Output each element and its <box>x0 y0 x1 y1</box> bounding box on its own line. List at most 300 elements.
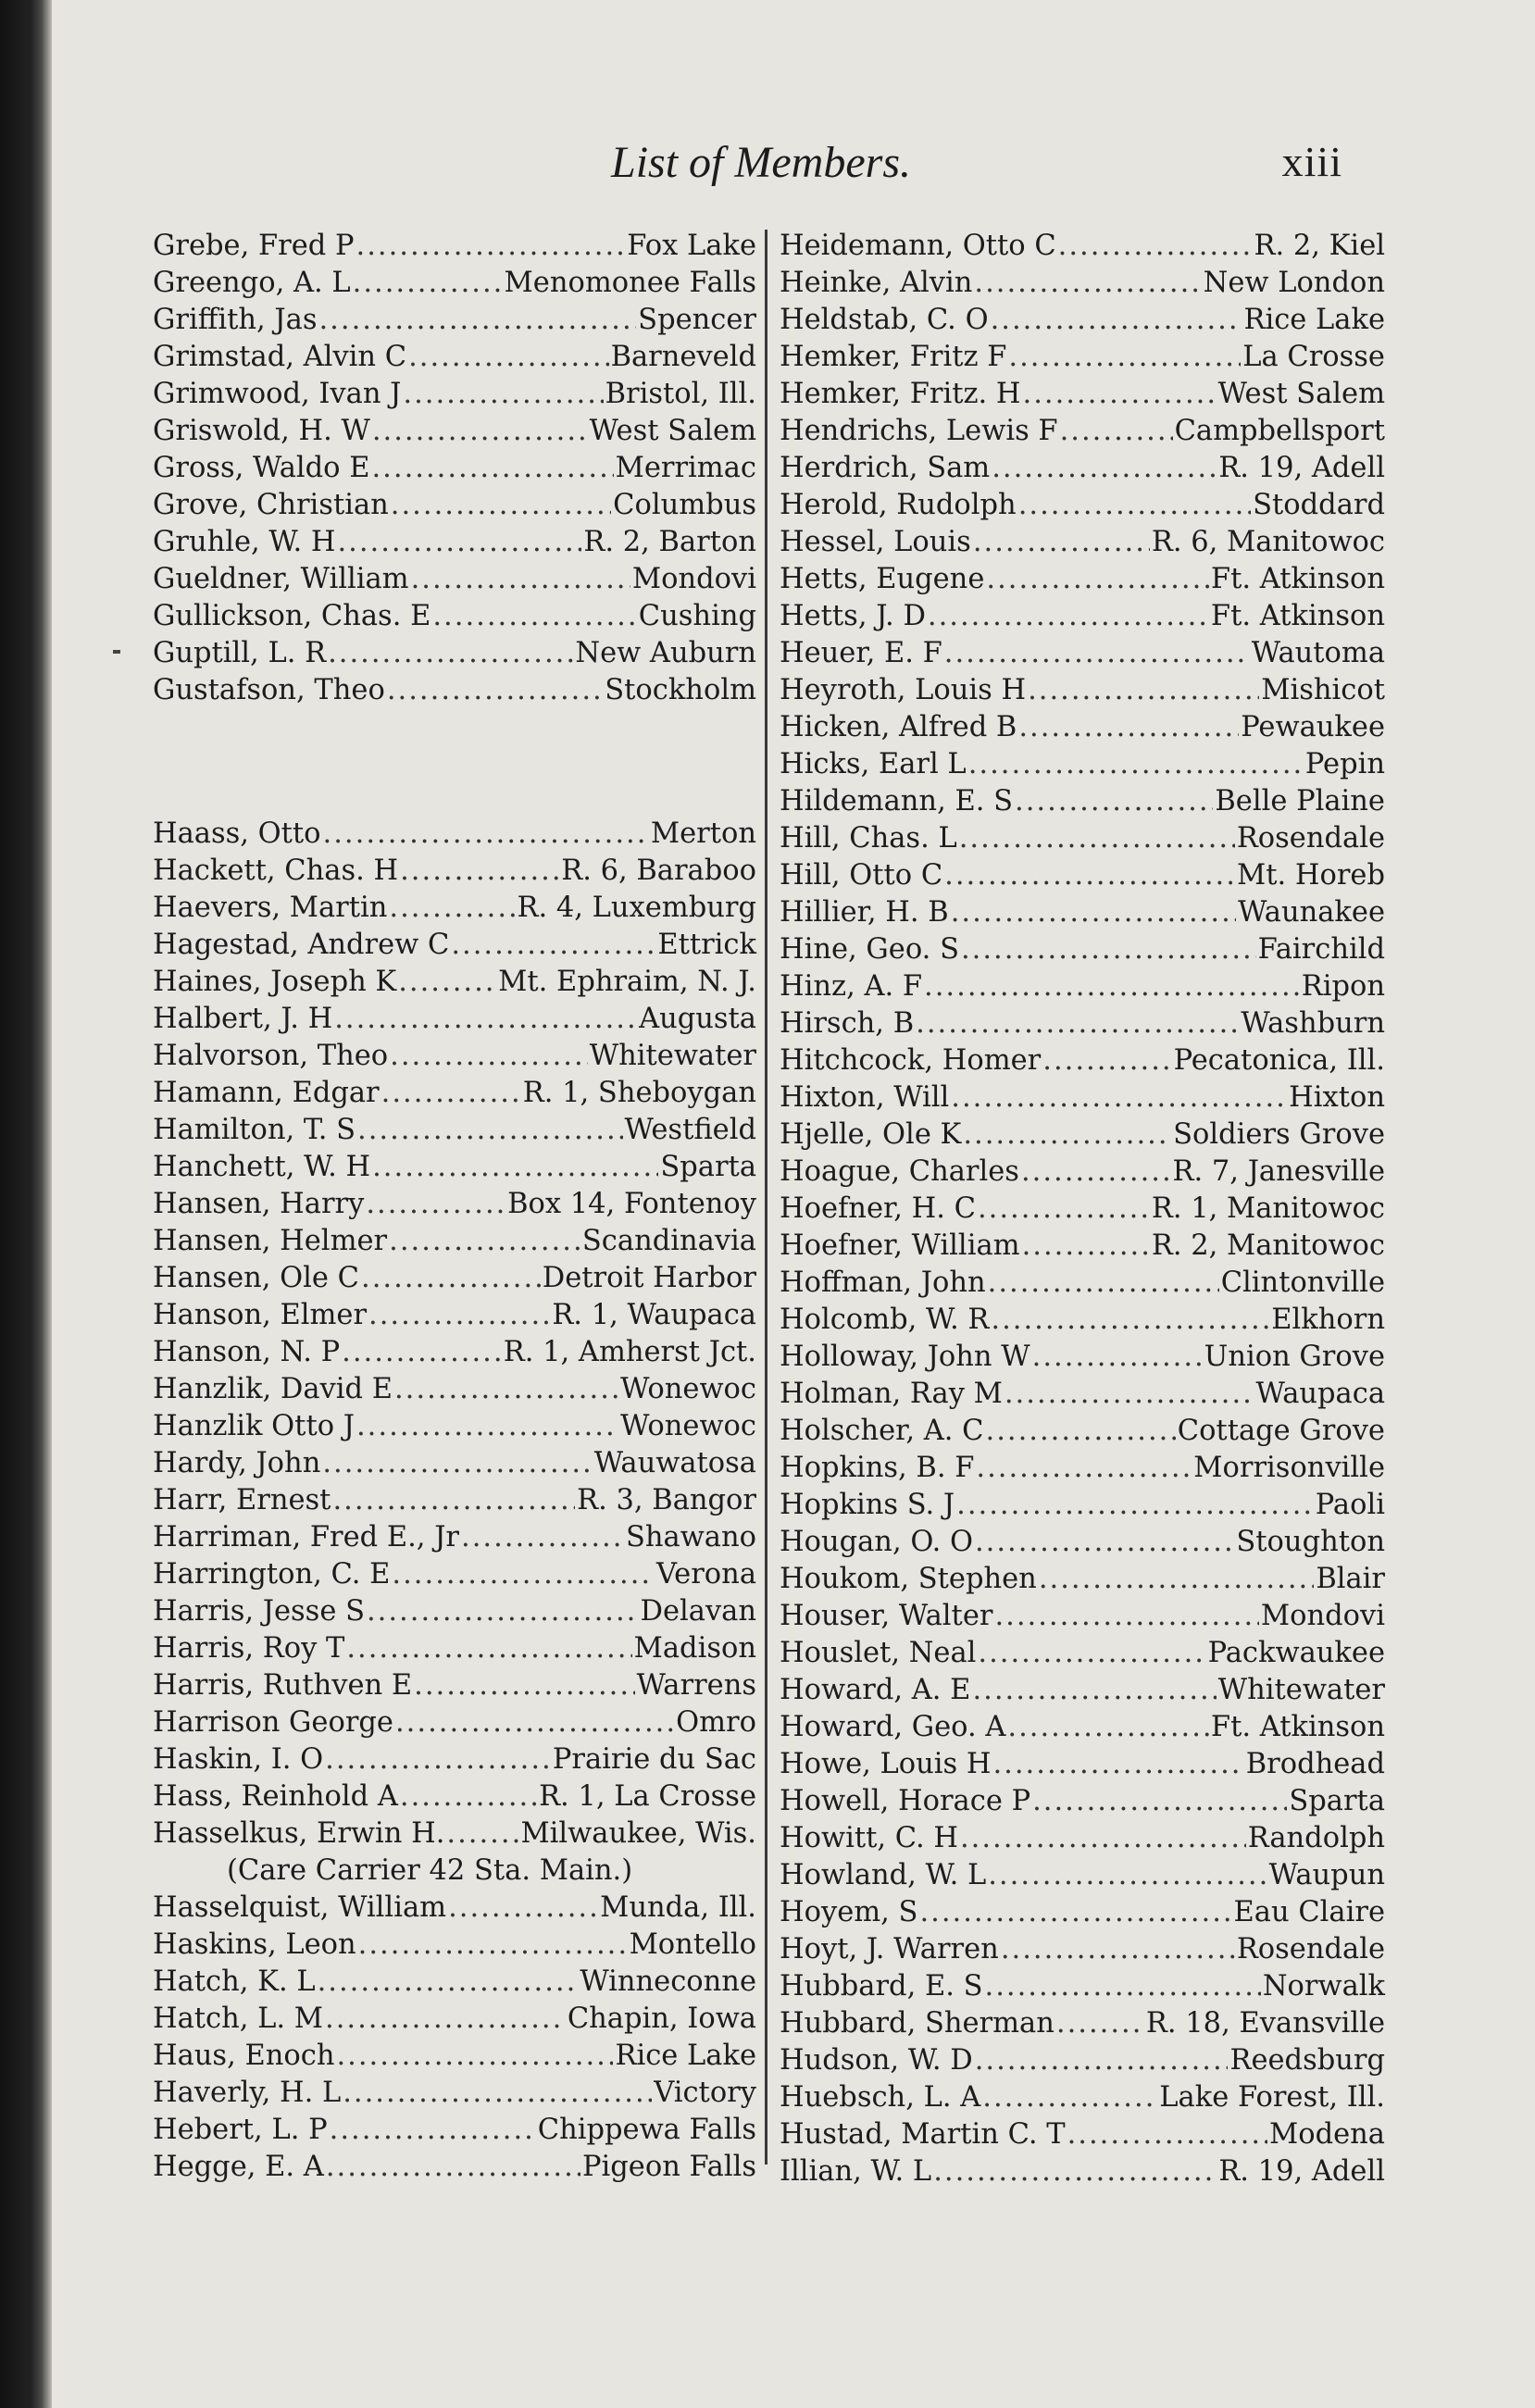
member-location: Stoughton <box>1236 1526 1385 1558</box>
member-location: Morrisonville <box>1193 1452 1385 1484</box>
member-name: Haevers, Martin <box>153 892 388 924</box>
dot-leader <box>395 1704 674 1741</box>
dot-leader <box>1032 1339 1203 1376</box>
member-location: Cushing <box>638 600 756 632</box>
member-entry <box>780 1302 1385 1339</box>
member-name: Hoague, Charles <box>780 1155 1019 1188</box>
dot-leader <box>343 2075 652 2112</box>
member-location: R. 2, Kiel <box>1254 230 1385 262</box>
dot-leader <box>361 1260 541 1297</box>
member-entry <box>780 857 1385 894</box>
member-name: Hetts, Eugene <box>780 563 985 595</box>
member-location: Waupun <box>1268 1859 1385 1891</box>
member-name: Haass, Otto <box>153 817 321 850</box>
member-name: Huebsch, L. A <box>780 2081 981 2114</box>
member-name: Haines, Joseph K <box>153 966 397 998</box>
dot-leader <box>1028 672 1259 709</box>
dot-leader <box>1018 487 1251 524</box>
member-location: R. 6, Baraboo <box>561 855 756 887</box>
member-name: Hicken, Alfred B <box>780 711 1017 743</box>
member-entry <box>780 1117 1385 1154</box>
member-entry <box>780 1857 1385 1894</box>
member-name: Hoyem, S <box>780 1896 918 1928</box>
member-entry <box>153 853 756 890</box>
member-location: Victory <box>654 2077 756 2109</box>
dot-leader <box>963 1117 1171 1154</box>
member-location: La Crosse <box>1242 341 1385 373</box>
member-location: West Salem <box>1217 378 1385 410</box>
member-name: Hagestad, Andrew C <box>153 929 450 961</box>
member-name: Gross, Waldo E <box>153 452 370 484</box>
member-name: Grove, Christian <box>153 489 389 521</box>
member-location: Fairchild <box>1257 933 1385 966</box>
member-entry <box>153 1815 756 1853</box>
member-name: Holman, Ray M <box>780 1378 1003 1410</box>
dot-leader <box>985 1968 1261 2005</box>
member-entry <box>153 1519 756 1556</box>
member-location: Blair <box>1316 1563 1385 1595</box>
member-entry <box>153 2001 756 2038</box>
member-location: Union Grove <box>1204 1341 1385 1373</box>
column-divider <box>765 230 768 2165</box>
dot-leader <box>323 816 649 853</box>
member-name: Hustad, Martin C. T <box>780 2118 1066 2151</box>
member-location: Hixton <box>1289 1081 1385 1114</box>
member-name: Hopkins, B. F <box>780 1452 975 1484</box>
member-name: Howitt, C. H <box>780 1822 958 1854</box>
member-name: Halbert, J. H <box>153 1003 333 1035</box>
dot-leader <box>1005 1376 1254 1413</box>
dot-leader <box>1060 413 1173 450</box>
member-entry <box>780 1931 1385 1968</box>
member-entry <box>153 450 756 487</box>
member-entry <box>153 376 756 413</box>
dot-leader <box>446 1815 518 1853</box>
dot-leader <box>390 1038 588 1075</box>
dot-leader <box>951 894 1236 931</box>
member-name: Howe, Louis H <box>780 1748 992 1780</box>
member-name: Harris, Jesse S <box>153 1595 365 1628</box>
dot-leader <box>976 1450 1192 1487</box>
dot-leader <box>353 265 503 302</box>
member-entry <box>780 1635 1385 1672</box>
member-name: Hasselkus, Erwin H. <box>153 1817 445 1850</box>
dot-leader <box>973 524 1150 561</box>
member-location: Waunakee <box>1238 896 1385 929</box>
member-name: Hansen, Helmer <box>153 1225 388 1257</box>
member-location: R. 19, Adell <box>1218 2155 1385 2188</box>
dot-leader <box>451 927 655 964</box>
member-entry <box>153 1075 756 1112</box>
member-name: Harris, Ruthven E <box>153 1669 413 1702</box>
page-binding-edge <box>0 0 52 2408</box>
member-name: Harrison George <box>153 1706 393 1739</box>
member-name: Hessel, Louis <box>780 526 971 558</box>
member-location: Ft. Atkinson <box>1210 600 1385 632</box>
member-name: Hanzlik, David E <box>153 1373 393 1405</box>
member-location: Merrimac <box>615 452 756 484</box>
member-entry <box>780 709 1385 746</box>
member-name: Herdrich, Sam <box>780 452 991 484</box>
member-name: Howell, Horace P <box>780 1785 1031 1817</box>
member-entry <box>153 964 756 1001</box>
member-location: Augusta <box>639 1003 756 1035</box>
member-location: R. 1, Manitowoc <box>1151 1192 1385 1225</box>
member-entry <box>153 1001 756 1038</box>
member-entry <box>153 2038 756 2075</box>
member-name: Heyroth, Louis H <box>780 674 1027 706</box>
member-name: Hanzlik Otto J <box>153 1410 355 1442</box>
member-entry <box>780 1228 1385 1265</box>
dot-leader <box>389 1223 580 1260</box>
member-name: Hamilton, T. S <box>153 1114 356 1146</box>
member-location: Sparta <box>1289 1785 1385 1817</box>
member-entry <box>780 1191 1385 1228</box>
member-entry <box>780 746 1385 783</box>
dot-leader <box>972 1672 1216 1709</box>
member-entry <box>780 524 1385 561</box>
member-entry <box>780 1413 1385 1450</box>
member-entry <box>780 2116 1385 2153</box>
member-name: Hatch, K. L <box>153 1965 316 1998</box>
member-address-note: (Care Carrier 42 Sta. Main.) <box>227 1854 633 1887</box>
dot-leader <box>960 1820 1246 1857</box>
member-name: Hinz, A. F <box>780 970 923 1003</box>
member-entry <box>153 1112 756 1149</box>
member-entry <box>780 1005 1385 1042</box>
member-entry <box>780 2005 1385 2042</box>
member-entry <box>780 1339 1385 1376</box>
member-entry <box>153 1297 756 1334</box>
member-name: Hasselquist, William <box>153 1891 447 1924</box>
member-entry <box>153 1408 756 1445</box>
member-entry <box>780 820 1385 857</box>
member-location: Stoddard <box>1253 489 1385 521</box>
member-location: R. 7, Janesville <box>1172 1155 1385 1188</box>
member-name: Hemker, Fritz. H <box>780 378 1021 410</box>
dot-leader <box>448 1890 598 1927</box>
member-name: Holcomb, W. R <box>780 1304 990 1336</box>
member-name: Harrington, C. E <box>153 1558 391 1591</box>
member-name: Houkom, Stephen <box>780 1563 1037 1595</box>
member-location: Norwalk <box>1262 1970 1385 2003</box>
member-entry <box>153 635 756 672</box>
member-entry <box>780 2079 1385 2116</box>
member-location: Whitewater <box>589 1040 756 1072</box>
member-entry <box>153 339 756 376</box>
dot-leader <box>944 635 1250 672</box>
dot-leader <box>1042 1042 1171 1079</box>
member-entry <box>780 1968 1385 2005</box>
member-name: Grebe, Fred P <box>153 230 355 262</box>
dot-leader <box>318 302 636 339</box>
member-name: Hebert, L. P <box>153 2114 328 2146</box>
member-entry <box>153 816 756 853</box>
member-location: Lake Forest, Ill. <box>1159 2081 1385 2114</box>
member-entry <box>153 1482 756 1519</box>
member-name: Hubbard, Sherman <box>780 2007 1055 2040</box>
member-entry <box>780 450 1385 487</box>
dot-leader <box>346 1630 631 1667</box>
dot-leader <box>974 265 1201 302</box>
member-location: Box 14, Fontenoy <box>507 1188 756 1220</box>
member-entry <box>780 1783 1385 1820</box>
member-entry <box>153 1556 756 1593</box>
member-name: Hetts, J. D <box>780 600 926 632</box>
member-name: Harr, Ernest <box>153 1484 331 1516</box>
dot-leader <box>951 1079 1287 1117</box>
member-name: Haverly, H. L <box>153 2077 342 2109</box>
member-location: Bristol, Ill. <box>605 378 756 410</box>
stray-mark <box>113 650 120 654</box>
member-location: R. 19, Adell <box>1218 452 1385 484</box>
dot-leader <box>924 968 1300 1005</box>
dot-leader <box>366 1186 505 1223</box>
dot-leader <box>988 1265 1219 1302</box>
dot-leader <box>944 857 1235 894</box>
member-location: Barneveld <box>610 341 756 373</box>
member-name: Hopkins S. J <box>780 1489 955 1521</box>
dot-leader <box>400 1778 537 1815</box>
member-name: Griffith, Jas <box>153 304 318 336</box>
dot-leader <box>991 1302 1269 1339</box>
dot-leader <box>368 1297 550 1334</box>
member-entry <box>780 968 1385 1005</box>
member-entry <box>153 561 756 598</box>
member-entry <box>153 1149 756 1186</box>
member-entry <box>780 1524 1385 1561</box>
member-entry <box>780 1042 1385 1079</box>
member-name: Hanson, N. P <box>153 1336 341 1368</box>
member-name: Hamann, Edgar <box>153 1077 380 1109</box>
member-name: Hill, Chas. L <box>780 822 957 855</box>
member-location: Pepin <box>1304 748 1385 780</box>
dot-leader <box>403 376 603 413</box>
member-entry <box>153 265 756 302</box>
member-location: Warrens <box>636 1669 756 1702</box>
member-location: Ft. Atkinson <box>1210 563 1385 595</box>
member-name: Hoefner, H. C <box>780 1192 976 1225</box>
member-location: Shawano <box>625 1521 756 1553</box>
member-entry <box>153 598 756 635</box>
member-location: Spencer <box>638 304 756 336</box>
member-name: Hill, Otto C <box>780 859 943 892</box>
member-name: Hirsch, B <box>780 1007 915 1040</box>
dot-leader <box>956 1487 1314 1524</box>
member-name: Hanson, Elmer <box>153 1299 368 1331</box>
member-entry <box>780 672 1385 709</box>
member-entry <box>153 927 756 964</box>
member-name: Harriman, Fred E., Jr <box>153 1521 460 1553</box>
member-entry <box>153 1186 756 1223</box>
dot-leader <box>928 598 1209 635</box>
member-location: Randolph <box>1247 1822 1385 1854</box>
member-location: Detroit Harbor <box>542 1262 756 1294</box>
member-location: Wautoma <box>1251 637 1385 669</box>
page-number: xiii <box>1281 138 1342 185</box>
member-entry <box>153 1667 756 1704</box>
dot-leader <box>959 820 1235 857</box>
member-name: Holloway, John W <box>780 1341 1030 1373</box>
member-entry <box>780 339 1385 376</box>
member-group-h-right <box>780 228 1385 2190</box>
dot-leader <box>414 1667 634 1704</box>
member-location: Waupaca <box>1255 1378 1385 1410</box>
member-entry <box>153 1038 756 1075</box>
dot-leader <box>978 1635 1205 1672</box>
dot-leader <box>411 561 630 598</box>
member-location: Washburn <box>1241 1007 1385 1040</box>
member-entry <box>153 1964 756 2001</box>
dot-leader <box>1001 1931 1235 1968</box>
dot-leader <box>381 1075 521 1112</box>
member-location: Belle Plaine <box>1215 785 1385 817</box>
member-location: Mondovi <box>631 563 756 595</box>
dot-leader <box>1056 2005 1144 2042</box>
member-entry <box>780 413 1385 450</box>
dot-leader <box>336 2038 613 2075</box>
member-entry <box>153 1260 756 1297</box>
member-name: Hemker, Fritz F <box>780 341 1007 373</box>
member-location: Pewaukee <box>1241 711 1385 743</box>
dot-leader <box>332 1482 575 1519</box>
member-location: Rice Lake <box>1243 304 1385 336</box>
member-location: Chapin, Iowa <box>567 2003 756 2035</box>
member-entry <box>153 524 756 561</box>
member-location: Scandinavia <box>581 1225 756 1257</box>
member-entry <box>780 1820 1385 1857</box>
member-name: Greengo, A. L <box>153 267 351 299</box>
dot-leader <box>325 1741 551 1778</box>
member-entry <box>780 931 1385 968</box>
member-entry <box>780 2042 1385 2079</box>
right-member-column <box>780 228 1385 2190</box>
member-entry <box>780 1450 1385 1487</box>
member-location: Rosendale <box>1236 822 1385 855</box>
dot-leader <box>994 1598 1258 1635</box>
dot-leader <box>1058 228 1253 265</box>
member-entry <box>153 1630 756 1667</box>
member-location: Wauwatosa <box>593 1447 756 1479</box>
member-name: Heldstab, C. O <box>780 304 989 336</box>
member-entry <box>153 2149 756 2186</box>
dot-leader <box>986 1413 1176 1450</box>
member-name: Hansen, Harry <box>153 1188 365 1220</box>
member-location: Chippewa Falls <box>537 2114 756 2146</box>
member-entry <box>153 413 756 450</box>
member-location: Rice Lake <box>615 2040 756 2072</box>
member-location: Omro <box>676 1706 756 1739</box>
member-location: Ettrick <box>657 929 756 961</box>
member-name: Hendrichs, Lewis F <box>780 415 1058 447</box>
dot-leader <box>1032 1783 1287 1820</box>
dot-leader <box>1015 783 1213 820</box>
member-location: Prairie du Sac <box>552 1743 756 1776</box>
dot-leader <box>916 1005 1239 1042</box>
dot-leader <box>391 487 611 524</box>
member-location: Fox Lake <box>627 230 756 262</box>
member-location: R. 18, Evansville <box>1145 2007 1385 2040</box>
member-name: Haus, Enoch <box>153 2040 335 2072</box>
dot-leader <box>389 890 515 927</box>
member-name: Heinke, Alvin <box>780 267 973 299</box>
section-gap <box>153 709 756 816</box>
dot-leader <box>961 931 1256 968</box>
member-location: R. 1, Sheboygan <box>522 1077 756 1109</box>
member-location: Columbus <box>613 489 756 521</box>
member-location: Mt. Ephraim, N. J. <box>498 966 756 998</box>
member-location: R. 1, Waupaca <box>552 1299 756 1331</box>
member-location: Clintonville <box>1220 1266 1385 1299</box>
member-entry <box>153 2112 756 2149</box>
member-name: Houser, Walter <box>780 1600 993 1632</box>
member-name: Harris, Roy T <box>153 1632 345 1665</box>
member-location: Ft. Atkinson <box>1210 1711 1385 1743</box>
member-location: New Auburn <box>575 637 756 669</box>
dot-leader <box>461 1519 624 1556</box>
member-location: Stockholm <box>605 674 756 706</box>
member-entry <box>780 1487 1385 1524</box>
dot-leader <box>1018 709 1239 746</box>
member-name: Hildemann, E. S <box>780 785 1014 817</box>
member-entry <box>780 1079 1385 1117</box>
dot-leader <box>372 1149 658 1186</box>
member-location: Reedsburg <box>1229 2044 1385 2077</box>
member-location: Madison <box>633 1632 756 1665</box>
member-name: Holscher, A. C <box>780 1415 984 1447</box>
member-name: Hillier, H. B <box>780 896 949 929</box>
member-name: Hine, Geo. S <box>780 933 959 966</box>
dot-leader <box>398 964 496 1001</box>
member-entry <box>153 1371 756 1408</box>
member-entry <box>153 487 756 524</box>
member-entry <box>780 1376 1385 1413</box>
member-name: Gueldner, William <box>153 563 409 595</box>
member-entry <box>153 1927 756 1964</box>
member-entry <box>780 1672 1385 1709</box>
dot-leader <box>982 2079 1157 2116</box>
member-location: Sparta <box>660 1151 756 1183</box>
dot-leader <box>330 2112 536 2149</box>
member-location: Verona <box>655 1558 756 1591</box>
member-name: Howard, Geo. A <box>780 1711 1006 1743</box>
member-location: Winneconne <box>580 1965 756 1998</box>
member-location: New London <box>1203 267 1385 299</box>
member-entry <box>780 228 1385 265</box>
member-group-g <box>153 228 756 709</box>
member-name: Hudson, W. D <box>780 2044 973 2077</box>
dot-leader <box>968 746 1304 783</box>
member-location: Paoli <box>1315 1489 1385 1521</box>
member-name: Illian, W. L <box>780 2155 932 2188</box>
member-entry <box>153 1223 756 1260</box>
member-entry <box>780 1154 1385 1191</box>
left-member-column <box>153 228 756 2186</box>
member-name: Halvorson, Theo <box>153 1040 389 1072</box>
member-entry <box>780 783 1385 820</box>
member-entry <box>780 598 1385 635</box>
member-name: Hougan, O. O <box>780 1526 973 1558</box>
dot-leader <box>325 2001 566 2038</box>
member-name: Gullickson, Chas. E <box>153 600 431 632</box>
member-name: Hass, Reinhold A <box>153 1780 398 1813</box>
member-location: Wonewoc <box>620 1410 756 1442</box>
member-name: Hixton, Will <box>780 1081 950 1114</box>
member-location: Mondovi <box>1260 1600 1385 1632</box>
member-location: Merton <box>650 817 756 850</box>
member-name: Howland, W. L <box>780 1859 987 1891</box>
member-name: Herold, Rudolph <box>780 489 1017 521</box>
